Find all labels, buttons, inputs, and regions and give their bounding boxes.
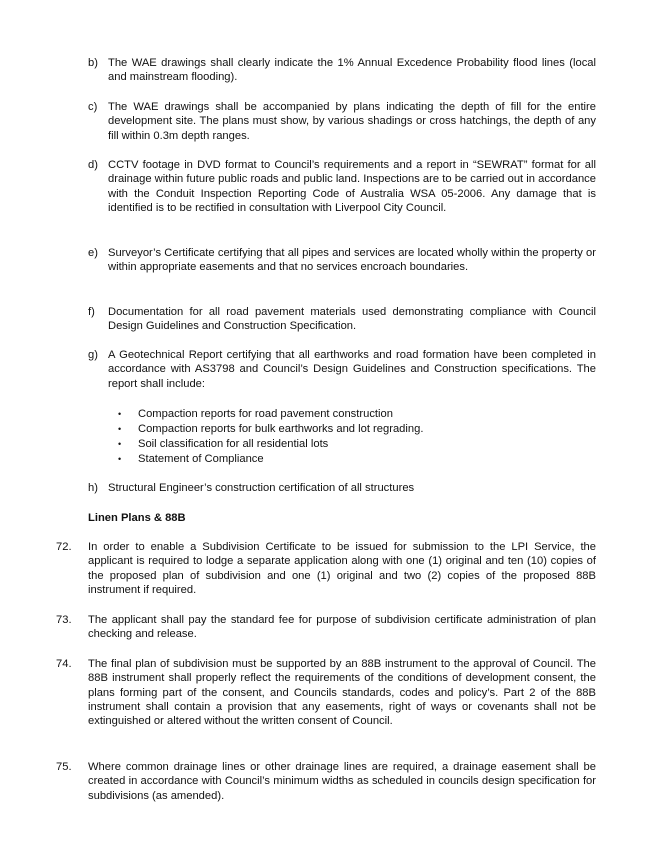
- item-letter-c: c): [88, 101, 98, 113]
- item-letter-g: g): [88, 349, 98, 361]
- item-letter-h: h): [88, 482, 98, 494]
- item-letter-b: b): [88, 57, 98, 69]
- bullet-text: Compaction reports for bulk earthworks and lot regrading.: [138, 423, 424, 435]
- bullet-dot: •: [118, 439, 122, 449]
- clause-text-73: The applicant shall pay the standard fee for purpose of subdivision certificate administration of plan checking and release.: [88, 614, 596, 641]
- clause-number-74: 74.: [56, 658, 72, 670]
- clause-text-74: The final plan of subdivision must be supported by an 88B instrument to the approval of Council. The 88B instrument shall properly reflect the requirements of the conditions of development consent, the plans forming part of the consent, and Councils standards, codes and policy’s. Part 2 of the 88B instrument shall contain a provision that any easements, right of ways or covenants shall not be extinguished or altered without the written consent of Council.: [88, 658, 596, 728]
- item-text-h: Structural Engineer’s construction certification of all structures: [108, 482, 415, 494]
- bullet-dot: •: [118, 454, 122, 464]
- bullet-text: Statement of Compliance: [138, 453, 264, 465]
- clause-number-73: 73.: [56, 614, 72, 626]
- bullet-text: Compaction reports for road pavement construction: [138, 408, 393, 420]
- section-heading: Linen Plans & 88B: [88, 512, 186, 524]
- item-letter-e: e): [88, 247, 98, 259]
- item-letter-d: d): [88, 159, 98, 171]
- clause-text-75: Where common drainage lines or other drainage lines are required, a drainage easement shall be created in accordance with Council’s minimum widths as scheduled in councils design specification for subdivisions (as amended).: [88, 761, 596, 802]
- item-text-c: The WAE drawings shall be accompanied by plans indicating the depth of fill for the entire development site. The plans must show, by various shadings or cross hatchings, the depth of any fill within 0.3m depth ranges.: [108, 101, 596, 142]
- item-text-f: Documentation for all road pavement materials used demonstrating compliance with Council Design Guidelines and Construction Specification.: [108, 306, 596, 333]
- item-text-g: A Geotechnical Report certifying that all earthworks and road formation have been completed in accordance with AS3798 and Council’s Design Guidelines and Construction specifications. The report shall include:: [108, 349, 596, 390]
- clause-number-75: 75.: [56, 761, 72, 773]
- bullet-dot: •: [118, 424, 122, 434]
- item-text-b: The WAE drawings shall clearly indicate the 1% Annual Excedence Probability flood lines (local and mainstream flooding).: [108, 57, 596, 84]
- item-text-e: Surveyor’s Certificate certifying that all pipes and services are located wholly within the property or within appropriate easements and that no services encroach boundaries.: [108, 247, 596, 274]
- item-letter-f: f): [88, 306, 95, 318]
- bullet-text: Soil classification for all residential lots: [138, 438, 329, 450]
- item-text-d: CCTV footage in DVD format to Council’s requirements and a report in “SEWRAT” format for all drainage within future public roads and public land. Inspections are to be carried out in accordance with the Conduit Inspection Reporting Code of Australia WSA 05-2006. Any damage that is identified is to be rectified in consultation with Liverpool City Council.: [108, 159, 596, 214]
- clause-text-72: In order to enable a Subdivision Certificate to be issued for submission to the LPI Service, the applicant is required to lodge a separate application along with one (1) original and ten (10) copies of the proposed plan of subdivision and one (1) original and two (2) copies of the proposed 88B instrument if required.: [88, 541, 596, 596]
- bullet-dot: •: [118, 409, 122, 419]
- clause-number-72: 72.: [56, 541, 72, 553]
